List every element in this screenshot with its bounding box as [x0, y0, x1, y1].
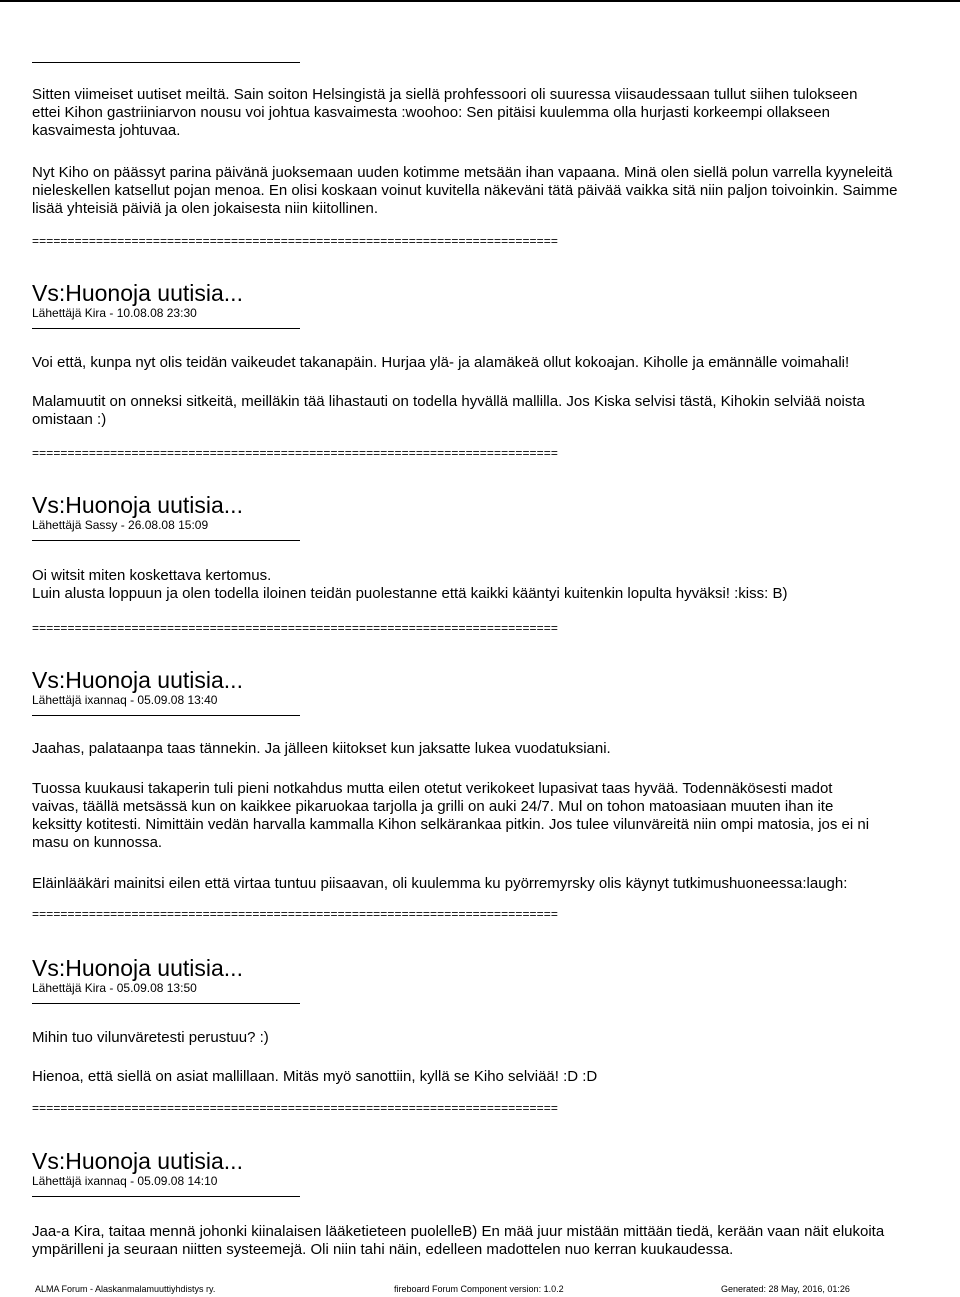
text-line: kasvaimesta johtuvaa.: [32, 122, 181, 139]
text-line: Nyt Kiho on päässyt parina päivänä juoksemaan uuden kotimme metsään ihan vapaana. Minä olen siellä polun varrella kyyneleitä: [32, 164, 893, 181]
text-line: Hienoa, että siellä on asiat mallillaan. Mitäs myö sanottiin, kyllä se Kiho selviää! :D :D: [32, 1068, 598, 1085]
post-meta: Lähettäjä ixannaq - 05.09.08 14:10: [32, 1174, 218, 1188]
text-line: Malamuutit on onneksi sitkeitä, meilläkin tää lihastauti on todella hyvällä mallilla. Jos Kiska selvisi tästä, Kihokin selviää noista: [32, 393, 865, 410]
intro-paragraph-1: [32, 86, 857, 140]
post-paragraph: [32, 780, 869, 852]
text-line: Jaahas, palataanpa taas tännekin. Ja jälleen kiitokset kun jaksatte lukea vuodatuksiani.: [32, 740, 611, 757]
post-title: Vs:Huonoja uutisia...: [32, 1148, 243, 1174]
post-separator: ==========================================================================: [32, 446, 558, 460]
text-line: Voi että, kunpa nyt olis teidän vaikeudet takanapäin. Hurjaa ylä- ja alamäkeä ollut kokoajan. Kiholle ja emännälle voimahali!: [32, 354, 850, 371]
intro-paragraph-2: [32, 164, 898, 218]
text-line: keksitty kotitesti. Nimittäin vedän harvalla kammalla Kihon selkärankaa pitkin. Jos tulee vilunväreitä niin ompi matosia, jos ei ni: [32, 816, 870, 833]
footer-site-name: ALMA Forum - Alaskanmalamuuttiyhdistys ry.: [35, 1284, 216, 1294]
meta-rule: [32, 1196, 300, 1197]
text-line: masu on kunnossa.: [32, 834, 163, 851]
post: [32, 955, 300, 1004]
text-line: ympärilleni ja seuraan niitten systeemejä. Oli niin tahi näin, edelleen madottelen nuo kerran kuukaudessa.: [32, 1241, 734, 1258]
post-title: Vs:Huonoja uutisia...: [32, 280, 243, 306]
text-line: Mihin tuo vilunväretesti perustuu? :): [32, 1029, 269, 1046]
text-line: omistaan :): [32, 411, 107, 428]
footer-generated-date: Generated: 28 May, 2016, 01:26: [721, 1284, 850, 1294]
text-line: Jaa-a Kira, taitaa mennä johonki kiinalaisen lääketieteen puolelleB) En mää juur mistään mittään tiedä, kerään vaan näit elukoita: [32, 1223, 885, 1240]
post-meta: Lähettäjä Sassy - 26.08.08 15:09: [32, 518, 209, 532]
text-line: Tuossa kuukausi takaperin tuli pieni notkahdus mutta eilen otetut verikokeet lupasivat taas hyvää. Todennäkösesti madot: [32, 780, 833, 797]
meta-rule: [32, 540, 300, 541]
post-separator: ==========================================================================: [32, 234, 558, 248]
post-meta: Lähettäjä ixannaq - 05.09.08 13:40: [32, 693, 218, 707]
post-paragraph: [32, 1029, 269, 1047]
meta-rule: [32, 1003, 300, 1004]
post-separator: ==========================================================================: [32, 621, 558, 635]
post-paragraph: [32, 393, 865, 429]
top-border: [0, 0, 960, 2]
post: [32, 280, 300, 329]
post-meta: Lähettäjä Kira - 05.09.08 13:50: [32, 981, 197, 995]
post-paragraph: [32, 875, 847, 893]
post-paragraph: [32, 740, 611, 758]
post-paragraph: [32, 567, 787, 603]
post-title: Vs:Huonoja uutisia...: [32, 492, 243, 518]
text-line: nieleskellen katsellut pojan menoa. En olisi koskaan voinut kuvitella näkeväni tätä päivää vaikka sitä niin paljon toivoinkin. Saimme: [32, 182, 898, 199]
post-title: Vs:Huonoja uutisia...: [32, 667, 243, 693]
post: [32, 1148, 300, 1197]
text-line: Oi witsit miten koskettava kertomus.: [32, 567, 272, 584]
text-line: Eläinlääkäri mainitsi eilen että virtaa tuntuu piisaavan, oli kuulemma ku pyörremyrsky olis käynyt tutkimushuoneessa:laugh:: [32, 875, 848, 892]
post: [32, 667, 300, 716]
text-line: Luin alusta loppuun ja olen todella iloinen teidän puolestanne että kaikki kääntyi kuitenkin lopulta hyväksi! :kiss: B): [32, 585, 788, 602]
text-line: ettei Kihon gastriiniarvon nousu voi johtua kasvaimesta :woohoo: Sen pitäisi kuulemma olla hurjasti korkeempi ollakseen: [32, 104, 830, 121]
meta-rule: [32, 62, 300, 63]
post-separator: ==========================================================================: [32, 1101, 558, 1115]
post-paragraph: [32, 354, 849, 372]
meta-rule: [32, 715, 300, 716]
footer-component-version: fireboard Forum Component version: 1.0.2: [394, 1284, 564, 1294]
post-paragraph: [32, 1223, 884, 1259]
post-paragraph: [32, 1068, 597, 1086]
meta-rule: [32, 328, 300, 329]
post-title: Vs:Huonoja uutisia...: [32, 955, 243, 981]
text-line: Sitten viimeiset uutiset meiltä. Sain soiton Helsingistä ja siellä prohfessoori oli suuressa viisaudessaan tullut siihen tulokseen: [32, 86, 858, 103]
post-separator: ==========================================================================: [32, 907, 558, 921]
post-meta: Lähettäjä Kira - 10.08.08 23:30: [32, 306, 197, 320]
text-line: lisää yhteisiä päiviä ja olen jokaisesta niin kiitollinen.: [32, 200, 379, 217]
text-line: vaivas, täällä metsässä kun on kaikkee pikaruokaa tarjolla ja grilli on auki 24/7. Mul on tohon matoasiaan muuten ihan ite: [32, 798, 834, 815]
post: [32, 492, 300, 541]
